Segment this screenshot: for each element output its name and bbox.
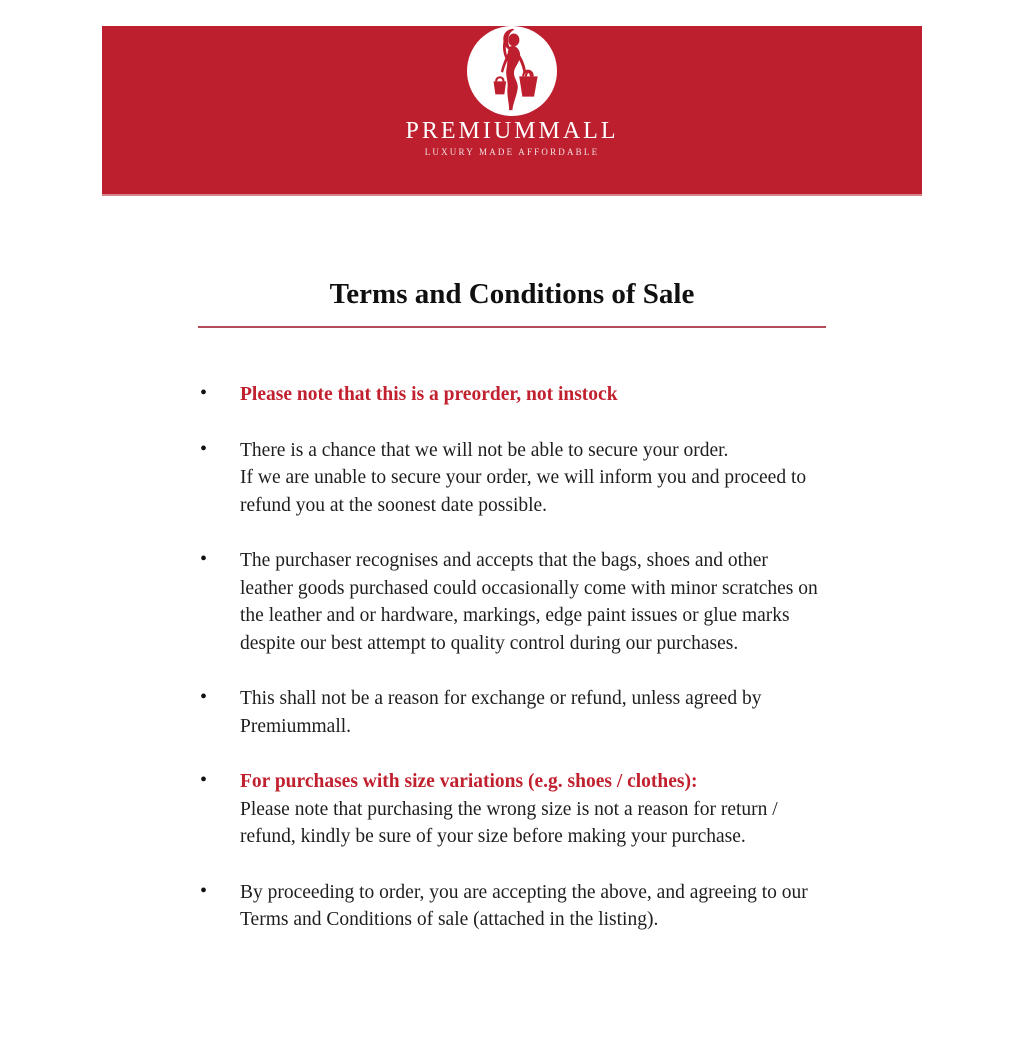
term-line: Please note that purchasing the wrong size is not a reason for return /: [240, 798, 778, 820]
bullet-marker: •: [200, 769, 208, 792]
bullet-marker: •: [200, 548, 208, 571]
term-line: Premiummall.: [240, 715, 352, 737]
term-line: By proceeding to order, you are accepting the above, and agreeing to our: [240, 881, 808, 903]
brand-name: PREMIUMMALL: [405, 118, 619, 144]
term-item-4: [198, 685, 826, 740]
bullet-marker: •: [200, 382, 208, 405]
terms-document: [198, 278, 826, 934]
bullet-marker: •: [200, 879, 208, 902]
term-item-5: [198, 768, 826, 851]
brand-tagline: LUXURY MADE AFFORDABLE: [424, 147, 600, 158]
brand-banner: [102, 26, 922, 196]
bullet-marker: •: [200, 686, 208, 709]
term-line: despite our best attempt to quality control during our purchases.: [240, 632, 739, 654]
term-line: the leather and or hardware, markings, edge paint issues or glue marks: [240, 605, 790, 627]
term-line: If we are unable to secure your order, we will inform you and proceed to: [240, 467, 807, 489]
term-line: There is a chance that we will not be able to secure your order.: [240, 439, 729, 461]
term-line-emphasis: Please note that this is a preorder, not instock: [240, 384, 618, 406]
term-line-emphasis: For purchases with size variations (e.g. shoes / clothes):: [240, 771, 698, 793]
woman-silhouette-icon: [467, 26, 557, 116]
term-line: refund you at the soonest date possible.: [240, 494, 548, 516]
term-line: This shall not be a reason for exchange or refund, unless agreed by: [240, 688, 762, 710]
term-item-2: [198, 437, 826, 520]
bullet-marker: •: [200, 437, 208, 460]
title-divider: [198, 326, 826, 328]
terms-list: [198, 381, 826, 934]
brand-logo: [467, 26, 557, 116]
term-item-1: [198, 381, 826, 409]
page: [0, 26, 1024, 1050]
page-title: Terms and Conditions of Sale: [329, 278, 695, 310]
term-line: The purchaser recognises and accepts that the bags, shoes and other: [240, 550, 768, 572]
term-item-3: [198, 547, 826, 657]
term-line: refund, kindly be sure of your size before making your purchase.: [240, 826, 746, 848]
term-line: leather goods purchased could occasionally come with minor scratches on: [240, 577, 818, 599]
term-line: Terms and Conditions of sale (attached in the listing).: [240, 909, 659, 931]
term-item-6: [198, 879, 826, 934]
